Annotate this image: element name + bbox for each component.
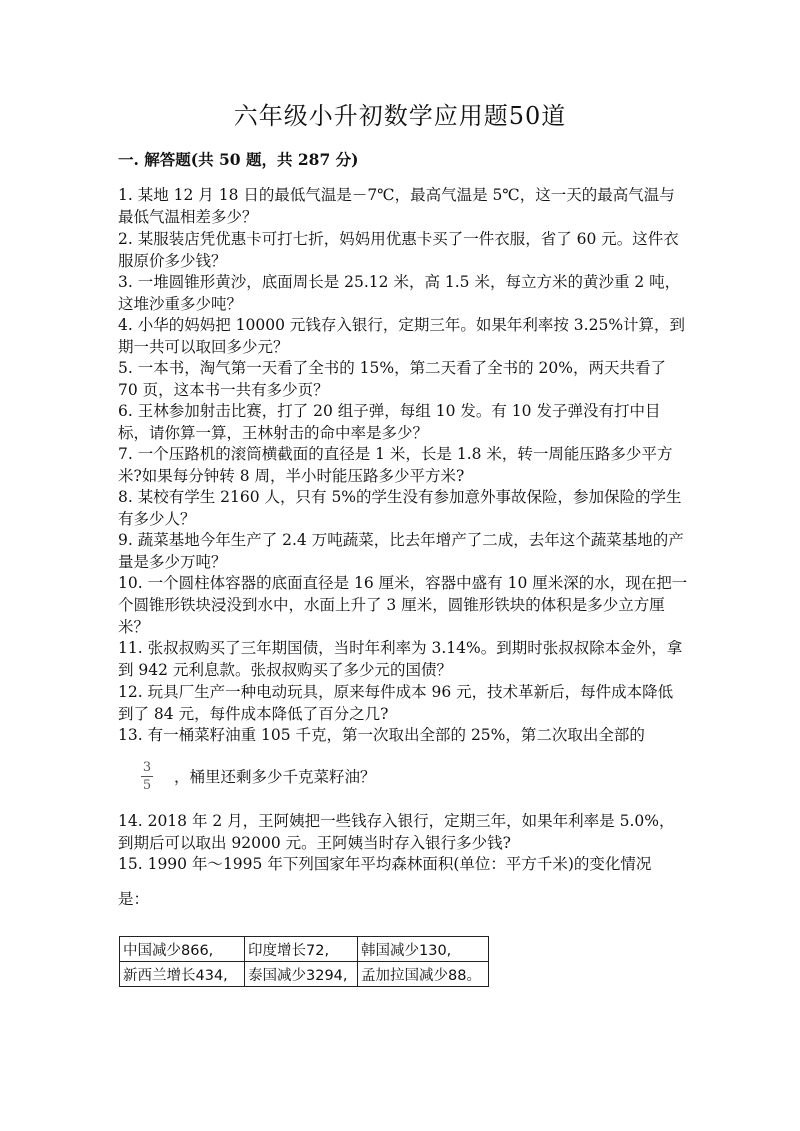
question-13: 13. 有一桶菜籽油重 105 千克，第一次取出全部的 25%，第二次取出全部的 <box>118 726 645 744</box>
question-2: 2. 某服装店凭优惠卡可打七折，妈妈用优惠卡买了一件衣服，省了 60 元。这件衣服原价多少钱？ <box>118 230 679 270</box>
question-8: 8. 某校有学生 2160 人，只有 5%的学生没有参加意外事故保险，参加保险的学生有多少人？ <box>118 488 682 528</box>
table-cell: 韩国减少130, <box>358 937 489 962</box>
table-cell: 孟加拉国减少88。 <box>358 962 489 987</box>
fraction-three-fifths <box>140 760 154 793</box>
question-5: 5. 一本书，淘气第一天看了全书的 15%，第二天看了全书的 20%，两天共看了 70 页，这本书一共有多少页？ <box>118 359 666 399</box>
question-15-continuation: 是： <box>118 890 150 908</box>
table-cell: 泰国减少3294, <box>245 962 358 987</box>
question-12: 12. 玩具厂生产一种电动玩具，原来每件成本 96 元，技术革新后，每件成本降低到了 84 元，每件成本降低了百分之几? <box>118 683 674 723</box>
section-heading: 一. 解答题(共 50 题，共 287 分) <box>118 150 359 169</box>
question-9: 9. 蔬菜基地今年生产了 2.4 万吨蔬菜，比去年增产了二成，去年这个蔬菜基地的产量是多少万吨？ <box>118 531 684 571</box>
table-row <box>120 962 489 987</box>
fraction-denominator: 5 <box>142 777 152 793</box>
question-11: 11. 张叔叔购买了三年期国债，当时年利率为 3.14%。到期时张叔叔除本金外，拿到 942 元利息款。张叔叔购买了多少元的国债？ <box>118 639 683 679</box>
question-7: 7. 一个压路机的滚筒横截面的直径是 1 米，长是 1.8 米，转一周能压路多少平方米?如果每分钟转 8 周，半小时能压路多少平方米? <box>118 445 673 485</box>
table-cell: 印度增长72, <box>245 937 358 962</box>
question-15: 15. 1990 年～1995 年下列国家年平均森林面积(单位：平方千米)的变化情况 <box>118 855 652 873</box>
fraction-bar <box>141 776 153 777</box>
question-6: 6. 王林参加射击比赛，打了 20 组子弹，每组 10 发。有 10 发子弹没有打中目标，请你算一算，王林射击的命中率是多少？ <box>118 402 661 442</box>
question-1: 1. 某地 12 月 18 日的最低气温是－7℃，最高气温是 5℃，这一天的最高气温与最低气温相差多少？ <box>118 186 675 226</box>
forest-area-table <box>119 936 489 987</box>
question-3: 3. 一堆圆锥形黄沙，底面周长是 25.12 米，高 1.5 米，每立方米的黄沙重 2 吨，这堆沙重多少吨？ <box>118 273 681 313</box>
page-title: 六年级小升初数学应用题50道 <box>233 102 567 130</box>
question-4: 4. 小华的妈妈把 10000 元钱存入银行，定期三年。如果年利率按 3.25%计算，到期一共可以取回多少元？ <box>118 316 686 356</box>
table-cell: 新西兰增长434, <box>120 962 245 987</box>
question-13-continuation: ，桶里还剩多少千克菜籽油？ <box>174 768 376 786</box>
question-10: 10. 一个圆柱体容器的底面直径是 16 厘米，容器中盛有 10 厘米深的水，现在把一个圆锥形铁块浸没到水中，水面上升了 3 厘米，圆锥形铁块的体积是多少立方厘米？ <box>118 574 688 636</box>
question-13-fraction-line <box>140 756 376 796</box>
fraction-numerator: 3 <box>142 759 152 775</box>
table-row <box>120 937 489 962</box>
question-14: 14. 2018 年 2 月，王阿姨把一些钱存入银行，定期三年，如果年利率是 5.0%，到期后可以取出 92000 元。王阿姨当时存入银行多少钱? <box>118 812 675 852</box>
table-cell: 中国减少866, <box>120 937 245 962</box>
